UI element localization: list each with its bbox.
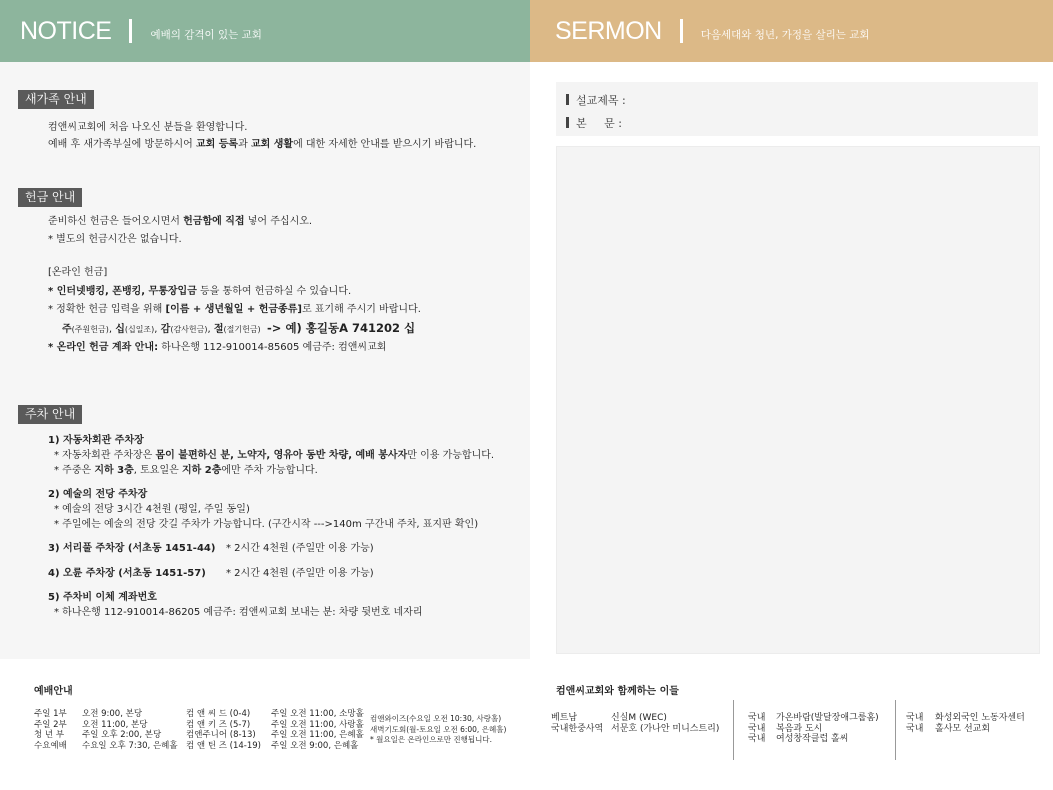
department-names: 컴 앤 씨 드 (0-4) 컴 앤 키 즈 (5-7) 컴앤주니어 (8-13) 컴 앤 틴 즈 (14-19) — [186, 709, 261, 751]
parking-item-line: * 예술의 전당 3시간 4천원 (평일, 주일 동일) — [54, 504, 250, 515]
sermon-subtitle: 다음세대와 청년, 가정을 살리는 교회 — [700, 28, 870, 41]
bullet-marker — [566, 94, 569, 105]
sermon-title-field: 설교제목 : — [566, 92, 626, 108]
services-names: 주일 1부 주일 2부 청 년 부 수요예배 — [34, 709, 67, 751]
offering-example: -> 예) 홍길동A 741202 십 — [267, 321, 416, 335]
newcomer-line1: 컴앤씨교회에 처음 나오신 분들을 환영합니다. — [48, 122, 248, 133]
online-offering-line1: * 인터넷뱅킹, 폰뱅킹, 무통장입금 등을 통하여 헌금하실 수 있습니다. — [48, 286, 352, 297]
footer-divider — [895, 700, 896, 760]
newcomer-line2: 예배 후 새가족부실에 방문하시어 교회 등록과 교회 생활에 대한 자세한 안내를 받으시기 바랍니다. — [48, 139, 477, 150]
sermon-notes-area[interactable] — [556, 146, 1040, 654]
parking-item-title: 5) 주차비 이체 계좌번호 — [48, 592, 157, 603]
offering-line1: 준비하신 헌금은 들어오시면서 헌금함에 직접 넣어 주십시오. — [48, 216, 313, 227]
parking-item-note: * 2시간 4천원 (주일만 이용 가능) — [226, 543, 374, 554]
header-divider — [680, 19, 683, 43]
partners-dom1-regions: 국내 국내 국내 — [748, 713, 766, 744]
parking-item-note: * 2시간 4천원 (주일만 이용 가능) — [226, 568, 374, 579]
partners-intl-names: 신실M (WEC) 서문호 (가나안 미니스트리) — [611, 713, 720, 734]
sermon-title: SERMON — [555, 16, 662, 45]
footer-divider — [733, 700, 734, 760]
parking-item-title: 2) 예술의 전당 주차장 — [48, 489, 148, 500]
newcomer-section-label: 새가족 안내 — [18, 90, 94, 109]
online-offering-line2: * 정확한 헌금 입력을 위해 [이름 + 생년월일 + 헌금종류]로 표기해 주시기 바랍니다. — [48, 304, 421, 315]
parking-item-title: 3) 서리풀 주차장 (서초동 1451-44) — [48, 543, 216, 554]
partners-intl-regions: 베트남 국내한중사역 — [551, 713, 604, 734]
offering-codes: 주(주원헌금), 십(십일조), 감(감사헌금), 절(절기헌금) -> 예) 홍길동A 741202 십 — [62, 321, 416, 335]
notice-title: NOTICE — [20, 16, 112, 45]
parking-item-title: 1) 자동차회관 주차장 — [48, 435, 144, 446]
parking-item-line: * 하나은행 112-910014-86205 예금주: 컴앤씨교회 보내는 분: 차량 뒷번호 네자리 — [54, 607, 423, 618]
parking-section-label: 주차 안내 — [18, 405, 82, 424]
offering-account: * 온라인 헌금 계좌 안내: 하나은행 112-910014-85605 예금주: 컴앤씨교회 — [48, 342, 387, 353]
notice-header — [0, 0, 530, 62]
parking-item-line: * 주중은 지하 3층, 토요일은 지하 2층에만 주차 가능합니다. — [54, 465, 318, 476]
partners-dom1-names: 가온바람(발달장애그룹홈) 복음과 도시 여성창작클럽 홀씨 — [776, 713, 879, 744]
department-times: 주일 오전 11:00, 소망홀 주일 오전 11:00, 사랑홀 주일 오전 11:00, 은혜홀 주일 오전 9:00, 은혜홀 — [271, 709, 364, 751]
online-offering-title: [온라인 헌금] — [48, 267, 108, 278]
bullet-marker — [566, 117, 569, 128]
partners-title: 컴앤씨교회와 함께하는 이들 — [556, 686, 679, 697]
worship-info-title: 예배안내 — [34, 686, 73, 697]
parking-item-line: * 주일에는 예술의 전당 갓길 주차가 가능합니다. (구간시작 --->140m 구간내 주차, 표지판 확인) — [54, 519, 479, 530]
partners-dom2-regions: 국내 국내 — [906, 713, 924, 734]
notice-subtitle: 예배의 감격이 있는 교회 — [150, 28, 262, 41]
prayer-meetings: 컴앤와이즈(수요일 오전 10:30, 사랑홀) 새벽기도회(월-토요일 오전 6:00, 은혜홀) * 월요일은 온라인으로만 진행됩니다. — [370, 714, 507, 744]
sermon-text-field: 본 문 : — [566, 115, 622, 131]
parking-item-title: 4) 오륜 주차장 (서초동 1451-57) — [48, 568, 206, 579]
services-times: 오전 9:00, 본당 오전 11:00, 본당 주일 오후 2:00, 본당 수요일 오후 7:30, 은혜홀 — [82, 709, 178, 751]
offering-line2: * 별도의 헌금시간은 없습니다. — [48, 234, 182, 245]
parking-item-line: * 자동차회관 주차장은 몸이 불편하신 분, 노약자, 영유아 동반 차량, 예배 봉사자만 이용 가능합니다. — [54, 450, 495, 461]
partners-dom2-names: 화성외국인 노동자센터 홀사모 선교회 — [935, 713, 1025, 734]
header-divider — [129, 19, 132, 43]
offering-section-label: 헌금 안내 — [18, 188, 82, 207]
sermon-header — [530, 0, 1053, 62]
sermon-info-box — [556, 82, 1038, 136]
